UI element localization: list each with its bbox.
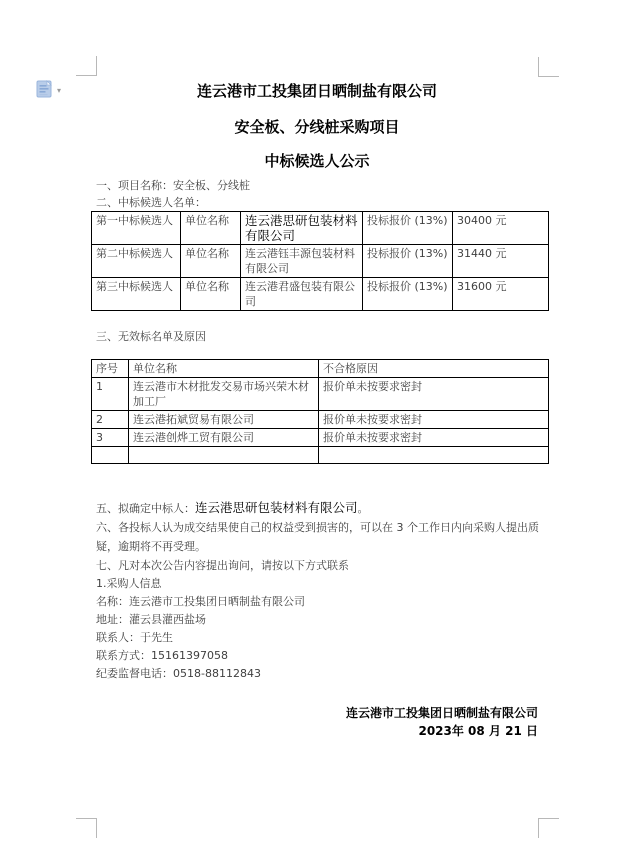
candidate-company: 连云港君盛包装有限公司	[241, 278, 363, 311]
signature-date: 2023年 08 月 21 日	[418, 724, 538, 738]
doc-title-project: 安全板、分线桩采购项目	[234, 118, 400, 136]
invalid-reason: 报价单未按要求密封	[319, 411, 549, 429]
unit-name-label: 单位名称	[181, 278, 241, 311]
table-header-row	[92, 360, 549, 378]
bid-price-value: 31440 元	[453, 245, 549, 278]
page-margin-mark-bottom-left	[76, 818, 97, 838]
signature-block	[96, 704, 538, 740]
signature-company: 连云港市工投集团日晒制盐有限公司	[345, 706, 538, 720]
invalid-company	[129, 447, 319, 464]
purchaser-address: 地址：灌云县灌西盐场	[96, 613, 206, 626]
table-row	[92, 378, 549, 411]
bid-price-label: 投标报价 (13%)	[363, 212, 453, 245]
candidate-rank: 第二中标候选人	[92, 245, 181, 278]
paste-icon	[36, 80, 53, 102]
purchaser-name: 名称：连云港市工投集团日晒制盐有限公司	[96, 595, 305, 608]
table-row	[92, 411, 549, 429]
candidate-rank: 第三中标候选人	[92, 278, 181, 311]
bid-price-value: 30400 元	[453, 212, 549, 245]
col-header-reason: 不合格原因	[319, 360, 549, 378]
document-content	[96, 75, 538, 740]
bid-price-value: 31600 元	[453, 278, 549, 311]
col-header-no: 序号	[92, 360, 129, 378]
purchaser-phone: 联系方式：15161397058	[96, 649, 228, 662]
section-6-line2: 疑，逾期将不再受理。	[96, 540, 206, 553]
table-row	[92, 429, 549, 447]
invalid-company: 连云港创烨工贸有限公司	[129, 429, 319, 447]
purchaser-contact-person: 联系人：于先生	[96, 631, 173, 644]
invalid-reason: 报价单未按要求密封	[319, 378, 549, 411]
row-no: 2	[92, 411, 129, 429]
table-row	[92, 278, 549, 311]
col-header-company: 单位名称	[129, 360, 319, 378]
paste-options-button[interactable]	[36, 80, 61, 102]
winner-company-name: 连云港思研包装材料有限公司	[195, 500, 358, 515]
doc-title-announcement: 中标候选人公示	[264, 152, 370, 170]
candidate-company: 连云港钰丰源包装材料有限公司	[241, 245, 363, 278]
table-row	[92, 212, 549, 245]
section-1-project-name: 一、项目名称：安全板、分线桩	[96, 179, 250, 192]
unit-name-label: 单位名称	[181, 212, 241, 245]
page-margin-mark-bottom-right	[538, 818, 559, 838]
table-row-empty	[92, 447, 549, 464]
bid-price-label: 投标报价 (13%)	[363, 245, 453, 278]
invalid-company: 连云港拓斌贸易有限公司	[129, 411, 319, 429]
section-6-line1: 六、各投标人认为成交结果使自己的权益受到损害的，可以在 3 个工作日内向采购人提出质	[96, 521, 539, 534]
section-5-suffix: 。	[357, 502, 369, 515]
table-row	[92, 245, 549, 278]
page-margin-mark-top-left	[76, 56, 97, 76]
supervision-phone: 纪委监督电话：0518-88112843	[96, 667, 261, 680]
page-margin-mark-top-right	[538, 57, 559, 77]
section-5-prefix: 五、拟确定中标人：	[96, 502, 195, 515]
candidate-rank: 第一中标候选人	[92, 212, 181, 245]
bid-price-label: 投标报价 (13%)	[363, 278, 453, 311]
row-no: 1	[92, 378, 129, 411]
unit-name-label: 单位名称	[181, 245, 241, 278]
invalid-company: 连云港市木材批发交易市场兴荣木材加工厂	[129, 378, 319, 411]
row-no: 3	[92, 429, 129, 447]
purchaser-info-heading: 1.采购人信息	[96, 577, 162, 590]
invalid-reason	[319, 447, 549, 464]
invalid-bids-table	[91, 359, 549, 464]
section-2-candidate-list-heading: 二、中标候选人名单：	[96, 196, 206, 209]
candidates-table	[91, 211, 549, 311]
section-3-invalid-bids-heading: 三、无效标名单及原因	[96, 330, 206, 343]
section-7-contact-heading: 七、凡对本次公告内容提出询问，请按以下方式联系	[96, 559, 349, 572]
invalid-reason: 报价单未按要求密封	[319, 429, 549, 447]
row-no	[92, 447, 129, 464]
chevron-down-icon: ▾	[57, 86, 62, 95]
candidate-company: 连云港思研包装材料有限公司	[241, 212, 363, 245]
doc-title-company: 连云港市工投集团日晒制盐有限公司	[196, 82, 437, 100]
section-5-confirmed-winner	[96, 498, 538, 518]
